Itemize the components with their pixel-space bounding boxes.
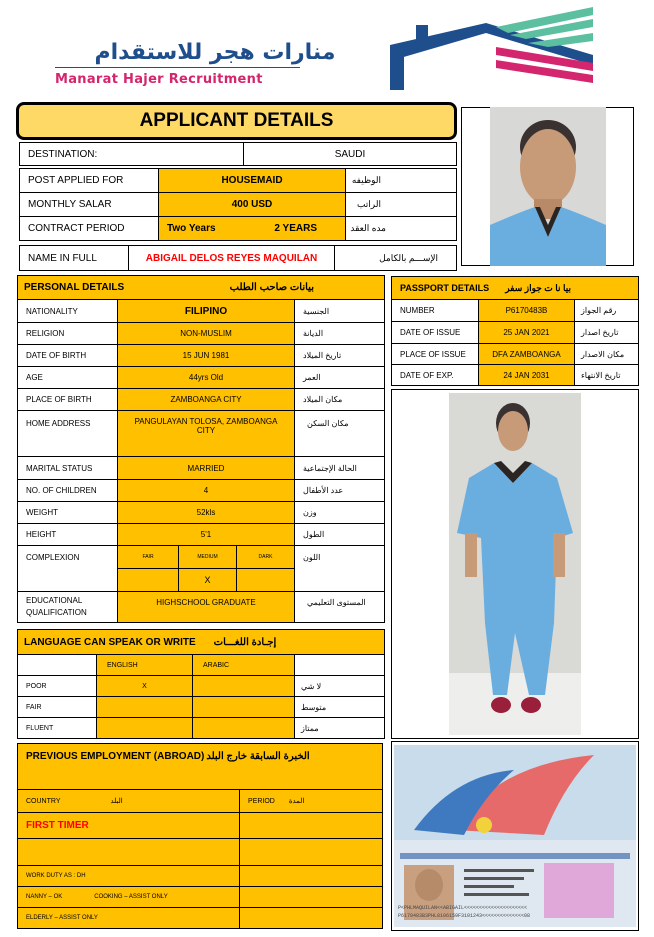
passport-header-en: PASSPORT DETAILS (400, 283, 490, 293)
country-label-ar: البلد (110, 798, 123, 805)
passport-expiry-label: DATE OF EXP. (391, 364, 479, 386)
nanny-duty-period (239, 886, 383, 908)
name-value: ABIGAIL DELOS REYES MAQUILAN (128, 245, 335, 271)
height-value: 5'1 (117, 523, 295, 546)
marital-value: MARRIED (117, 456, 295, 480)
language-col-blank (294, 654, 385, 676)
children-arabic: عدد الأطفال (294, 479, 385, 502)
employment-blank-entry (17, 838, 240, 866)
nationality-label: NATIONALITY (17, 299, 118, 323)
passport-mrz-line-2: P6170483B3PHL8106159F3101243<<<<<<<<<<<<<<08 (398, 913, 531, 919)
post-arabic (345, 168, 457, 193)
language-fluent-ar-label: ممتاز (294, 717, 385, 739)
name-arabic-text: الإســـم بالكامل (379, 252, 438, 263)
dob-arabic: تاريخ الميلاد (294, 344, 385, 367)
page-title: APPLICANT DETAILS (16, 102, 457, 140)
passport-scan-image (394, 745, 636, 927)
passport-issue-arabic: تاريخ اصدار (574, 321, 639, 344)
language-row-fair-label: FAIR (17, 696, 97, 718)
country-label (17, 789, 240, 813)
employment-first-entry: FIRST TIMER (17, 812, 240, 839)
education-arabic: المستوى التعليمي (294, 591, 385, 623)
religion-label: RELIGION (17, 322, 118, 345)
education-label: EDUCATIONAL QUALIFICATION (17, 591, 118, 623)
salary-value: 400 USD (158, 192, 346, 217)
nationality-arabic: الجنسية (294, 299, 385, 323)
education-value: HIGHSCHOOL GRADUATE (117, 591, 295, 623)
age-label: AGE (17, 366, 118, 389)
name-label: NAME IN FULL (19, 245, 129, 271)
marital-label: MARITAL STATUS (17, 456, 118, 480)
language-fluent-arabic (192, 717, 295, 739)
complexion-label: COMPLEXION (17, 545, 118, 592)
height-arabic: الطول (294, 523, 385, 546)
applicant-headshot-photo (490, 107, 606, 266)
age-arabic: العمر (294, 366, 385, 389)
language-poor-arabic (192, 675, 295, 697)
religion-value: NON-MUSLIM (117, 322, 295, 345)
country-label-en: COUNTRY (26, 797, 61, 805)
passport-expiry-value: 24 JAN 2031 (478, 364, 575, 386)
passport-place-arabic: مكان الاصدار (574, 343, 639, 365)
dob-value: 15 JUN 1981 (117, 344, 295, 367)
pob-arabic: مكان الميلاد (294, 388, 385, 411)
dob-label: DATE OF BIRTH (17, 344, 118, 367)
complexion-mark-medium: X (178, 568, 237, 592)
passport-header-ar: بيا نا ت جواز سفر (505, 282, 571, 293)
address-arabic: مكان السكن (294, 410, 385, 457)
language-header-ar: إجـادة اللغـــات (213, 636, 277, 648)
passport-place-label: PLACE OF ISSUE (391, 343, 479, 365)
passport-issue-value: 25 JAN 2021 (478, 321, 575, 344)
salary-arabic-text: الراتب (356, 199, 381, 209)
period-label (239, 789, 383, 813)
logo-english-name: Manarat Hajer Recruitment (55, 72, 263, 87)
post-value: HOUSEMAID (158, 168, 346, 193)
passport-number-arabic: رقم الجواز (574, 299, 639, 322)
language-col-arabic: ARABIC (192, 654, 295, 676)
language-poor-ar-label: لا شي (294, 675, 385, 697)
post-label: POST APPLIED FOR (19, 168, 159, 193)
passport-mrz-line-1: P<PHLMAQUILAN<<ABIGAIL<<<<<<<<<<<<<<<<<<<<< (398, 905, 528, 911)
salary-label: MONTHLY SALAR (19, 192, 159, 217)
weight-label: WEIGHT (17, 501, 118, 524)
complexion-option-medium: MEDIUM (178, 545, 237, 569)
house-logo-icon (388, 5, 598, 91)
complexion-option-fair: FAIR (117, 545, 179, 569)
contract-label: CONTRACT PERIOD (19, 216, 159, 241)
language-fair-ar-label: متوسط (294, 696, 385, 718)
complexion-mark-fair (117, 568, 179, 592)
address-value: PANGULAYAN TOLOSA, ZAMBOANGA CITY (117, 410, 295, 457)
language-col-english: ENGLISH (96, 654, 193, 676)
language-fluent-english (96, 717, 193, 739)
applicant-fullbody-photo (449, 393, 581, 735)
nationality-value: FILIPINO (117, 299, 295, 323)
work-duty-period (239, 865, 383, 887)
work-duty: WORK DUTY AS : DH (17, 865, 240, 887)
language-header-en: LANGUAGE CAN SPEAK OR WRITE (24, 636, 196, 648)
passport-scan-frame (391, 741, 639, 931)
post-arabic-text: الوظيفه (351, 175, 381, 185)
pob-label: PLACE OF BIRTH (17, 388, 118, 411)
passport-place-value: DFA ZAMBOANGA (478, 343, 575, 365)
employment-first-period (239, 812, 383, 839)
complexion-arabic: اللون (294, 545, 385, 592)
language-row-fluent-label: FLUENT (17, 717, 97, 739)
destination-label: DESTINATION: (19, 142, 244, 166)
name-arabic (334, 245, 457, 271)
passport-header (391, 276, 639, 300)
language-poor-english: X (96, 675, 193, 697)
complexion-option-dark: DARK (236, 545, 295, 569)
personal-details-header (17, 275, 385, 300)
period-label-en: PERIOD (248, 797, 275, 805)
complexion-mark-dark (236, 568, 295, 592)
passport-number-value: P6170483B (478, 299, 575, 322)
height-label: HEIGHT (17, 523, 118, 546)
destination-value: SAUDI (243, 142, 457, 166)
contract-value (158, 216, 346, 241)
language-row-poor-label: POOR (17, 675, 97, 697)
elderly-duty: ELDERLY – ASSIST ONLY (17, 907, 240, 929)
applicant-fullbody-frame (391, 389, 639, 739)
language-fair-arabic (192, 696, 295, 718)
personal-header-ar: بيانات صاحب الطلب (229, 282, 314, 293)
language-corner (17, 654, 97, 676)
nanny-cooking-duty (17, 886, 240, 908)
passport-expiry-arabic: تاريخ الانتهاء (574, 364, 639, 386)
passport-issue-label: DATE OF ISSUE (391, 321, 479, 344)
children-value: 4 (117, 479, 295, 502)
employment-header-en: PREVIOUS EMPLOYMENT (ABROAD) (26, 751, 205, 762)
salary-arabic (345, 192, 457, 217)
personal-header-en: PERSONAL DETAILS (24, 282, 125, 293)
weight-arabic: وزن (294, 501, 385, 524)
logo-arabic-name: منارات هجر للاستقدام (94, 40, 336, 65)
language-fair-english (96, 696, 193, 718)
weight-value: 52kls (117, 501, 295, 524)
age-value: 44yrs Old (117, 366, 295, 389)
marital-arabic: الحالة الإجتماعية (294, 456, 385, 480)
nanny-duty: NANNY – OK (26, 894, 63, 900)
passport-mrz (398, 904, 634, 920)
elderly-duty-period (239, 907, 383, 929)
logo-underline (55, 67, 300, 68)
employment-blank-period (239, 838, 383, 866)
contract-value-years: 2 YEARS (274, 223, 317, 234)
cooking-duty: COOKING – ASSIST ONLY (94, 894, 168, 900)
contract-arabic-text: مده العقد (350, 223, 386, 233)
passport-number-label: NUMBER (391, 299, 479, 322)
contract-arabic (345, 216, 457, 241)
language-header (17, 629, 385, 655)
applicant-headshot-frame (461, 107, 634, 266)
contract-value-words: Two Years (167, 223, 216, 234)
employment-header-ar: الخبرة السابقة خارج البلد (206, 751, 310, 762)
pob-value: ZAMBOANGA CITY (117, 388, 295, 411)
employment-header (17, 743, 383, 790)
period-label-ar: المدة (288, 798, 305, 805)
address-label: HOME ADDRESS (17, 410, 118, 457)
religion-arabic: الديانة (294, 322, 385, 345)
children-label: NO. OF CHILDREN (17, 479, 118, 502)
